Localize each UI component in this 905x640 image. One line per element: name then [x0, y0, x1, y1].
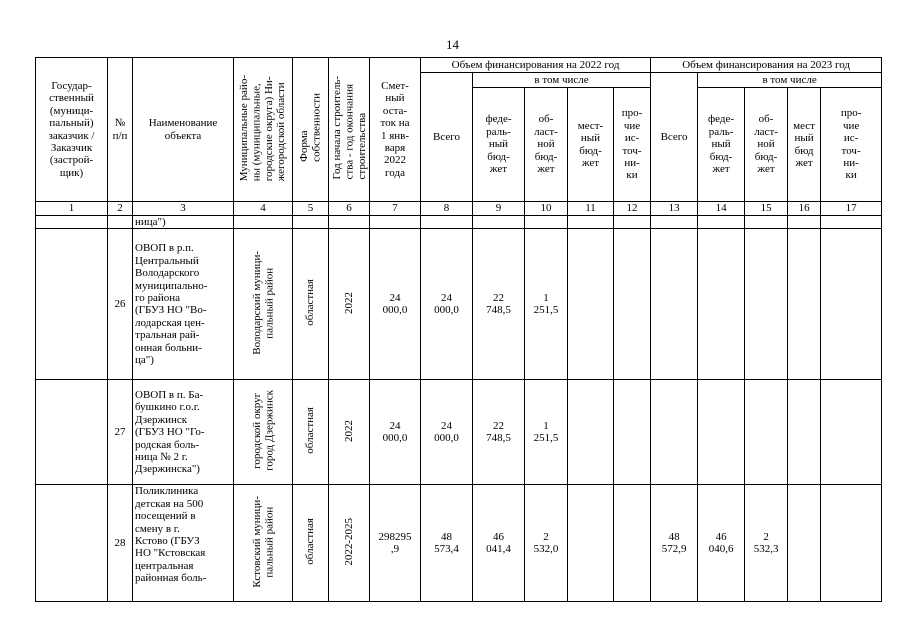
table-row	[36, 485, 882, 602]
ownership-cell: областная	[293, 229, 329, 380]
header-federal-2023: феде- раль- ный бюд- жет	[698, 88, 745, 202]
header-regional-2022: об- ласт- ной бюд- жет	[525, 88, 568, 202]
column-number: 7	[370, 202, 421, 216]
other-2023-cell	[821, 380, 882, 485]
header-fin-2023: Объем финансирования на 2023 год	[651, 58, 882, 73]
column-number: 5	[293, 202, 329, 216]
column-number: 14	[698, 202, 745, 216]
header-ownership: Форма собственности	[293, 58, 329, 202]
header-local-2023: мест ный бюд жет	[788, 88, 821, 202]
header-years: Год начала строитель- ства - год окончания строительства	[329, 58, 370, 202]
row-number: 28	[108, 485, 133, 602]
column-number: 9	[473, 202, 525, 216]
header-regional-2023: об- ласт- ной бюд- жет	[745, 88, 788, 202]
ownership-cell: областная	[293, 380, 329, 485]
local-2022-cell	[568, 380, 614, 485]
page-number: 14	[446, 37, 459, 52]
header-municipality: Муниципальные райо- ны (муниципальные, городские округа) Ни- жегородской области	[234, 58, 293, 202]
continuation-text: ница")	[133, 216, 234, 229]
column-number: 15	[745, 202, 788, 216]
other-2023-cell	[821, 229, 882, 380]
regional-2022-cell: 1 251,5	[525, 229, 568, 380]
row-number: 26	[108, 229, 133, 380]
object-name: ОВОП в р.п. Центральный Володарского муниципально- го района (ГБУЗ НО "Во- лодарская цен- тральная рай- онная больни- ца")	[133, 229, 234, 380]
row-number: 27	[108, 380, 133, 485]
column-number: 8	[421, 202, 473, 216]
local-2022-cell	[568, 229, 614, 380]
total-2022-cell: 24 000,0	[421, 380, 473, 485]
object-name: ОВОП в п. Ба- бушкино г.о.г. Дзержинск (ГБУЗ НО "Го- родская боль- ница № 2 г. Дзержинска")	[133, 380, 234, 485]
federal-2022-cell: 22 748,5	[473, 380, 525, 485]
table-row	[36, 229, 882, 380]
total-2022-cell: 48 573,4	[421, 485, 473, 602]
ownership-cell: областная	[293, 485, 329, 602]
header-total-2022: Всего	[421, 73, 473, 202]
total-2023-cell	[651, 380, 698, 485]
local-2022-cell	[568, 485, 614, 602]
column-numbers-row	[36, 202, 882, 216]
column-number: 2	[108, 202, 133, 216]
total-2022-cell: 24 000,0	[421, 229, 473, 380]
federal-2023-cell: 46 040,6	[698, 485, 745, 602]
regional-2023-cell	[745, 380, 788, 485]
regional-2023-cell	[745, 229, 788, 380]
continuation-row	[36, 216, 882, 229]
financing-table	[35, 57, 882, 602]
header-total-2023: Всего	[651, 73, 698, 202]
federal-2022-cell: 22 748,5	[473, 229, 525, 380]
local-2023-cell	[788, 485, 821, 602]
municipality-cell: Володарский муници- пальный район	[234, 229, 293, 380]
column-number: 11	[568, 202, 614, 216]
column-number: 4	[234, 202, 293, 216]
header-including-2022: в том числе	[473, 73, 651, 88]
local-2023-cell	[788, 229, 821, 380]
column-number: 17	[821, 202, 882, 216]
federal-2022-cell: 46 041,4	[473, 485, 525, 602]
column-number: 13	[651, 202, 698, 216]
column-number: 12	[614, 202, 651, 216]
header-local-2022: мест- ный бюд- жет	[568, 88, 614, 202]
regional-2022-cell: 2 532,0	[525, 485, 568, 602]
other-2023-cell	[821, 485, 882, 602]
header-fin-2022: Объем финансирования на 2022 год	[421, 58, 651, 73]
header-num: № п/п	[108, 58, 133, 202]
years-cell: 2022	[329, 380, 370, 485]
column-number: 16	[788, 202, 821, 216]
federal-2023-cell	[698, 380, 745, 485]
local-2023-cell	[788, 380, 821, 485]
regional-2022-cell: 1 251,5	[525, 380, 568, 485]
regional-2023-cell: 2 532,3	[745, 485, 788, 602]
column-number: 3	[133, 202, 234, 216]
other-2022-cell	[614, 485, 651, 602]
header-federal-2022: феде- раль- ный бюд- жет	[473, 88, 525, 202]
header-other-2023: про- чие ис- точ- ни- ки	[821, 88, 882, 202]
total-2023-cell: 48 572,9	[651, 485, 698, 602]
column-number: 1	[36, 202, 108, 216]
other-2022-cell	[614, 380, 651, 485]
federal-2023-cell	[698, 229, 745, 380]
municipality-cell: городской округ город Дзержинск	[234, 380, 293, 485]
header-including-2023: в том числе	[698, 73, 882, 88]
column-number: 6	[329, 202, 370, 216]
estimate-cell: 24 000,0	[370, 229, 421, 380]
table-row	[36, 380, 882, 485]
object-name: Поликлиника детская на 500 посещений в смену в г. Кстово (ГБУЗ НО "Кстовская центральная районная боль-	[133, 485, 234, 602]
header-row-1	[36, 58, 882, 73]
municipality-cell: Кстовский муници- пальный район	[234, 485, 293, 602]
header-customer: Государ- ственный (муници- пальный) заказчик / Заказчик (застрой- щик)	[36, 58, 108, 202]
header-name: Наименование объекта	[133, 58, 234, 202]
total-2023-cell	[651, 229, 698, 380]
estimate-cell: 298295 ,9	[370, 485, 421, 602]
header-estimate: Смет- ный оста- ток на 1 янв- варя 2022 года	[370, 58, 421, 202]
header-other-2022: про- чие ис- точ- ни- ки	[614, 88, 651, 202]
estimate-cell: 24 000,0	[370, 380, 421, 485]
other-2022-cell	[614, 229, 651, 380]
column-number: 10	[525, 202, 568, 216]
years-cell: 2022-2025	[329, 485, 370, 602]
years-cell: 2022	[329, 229, 370, 380]
